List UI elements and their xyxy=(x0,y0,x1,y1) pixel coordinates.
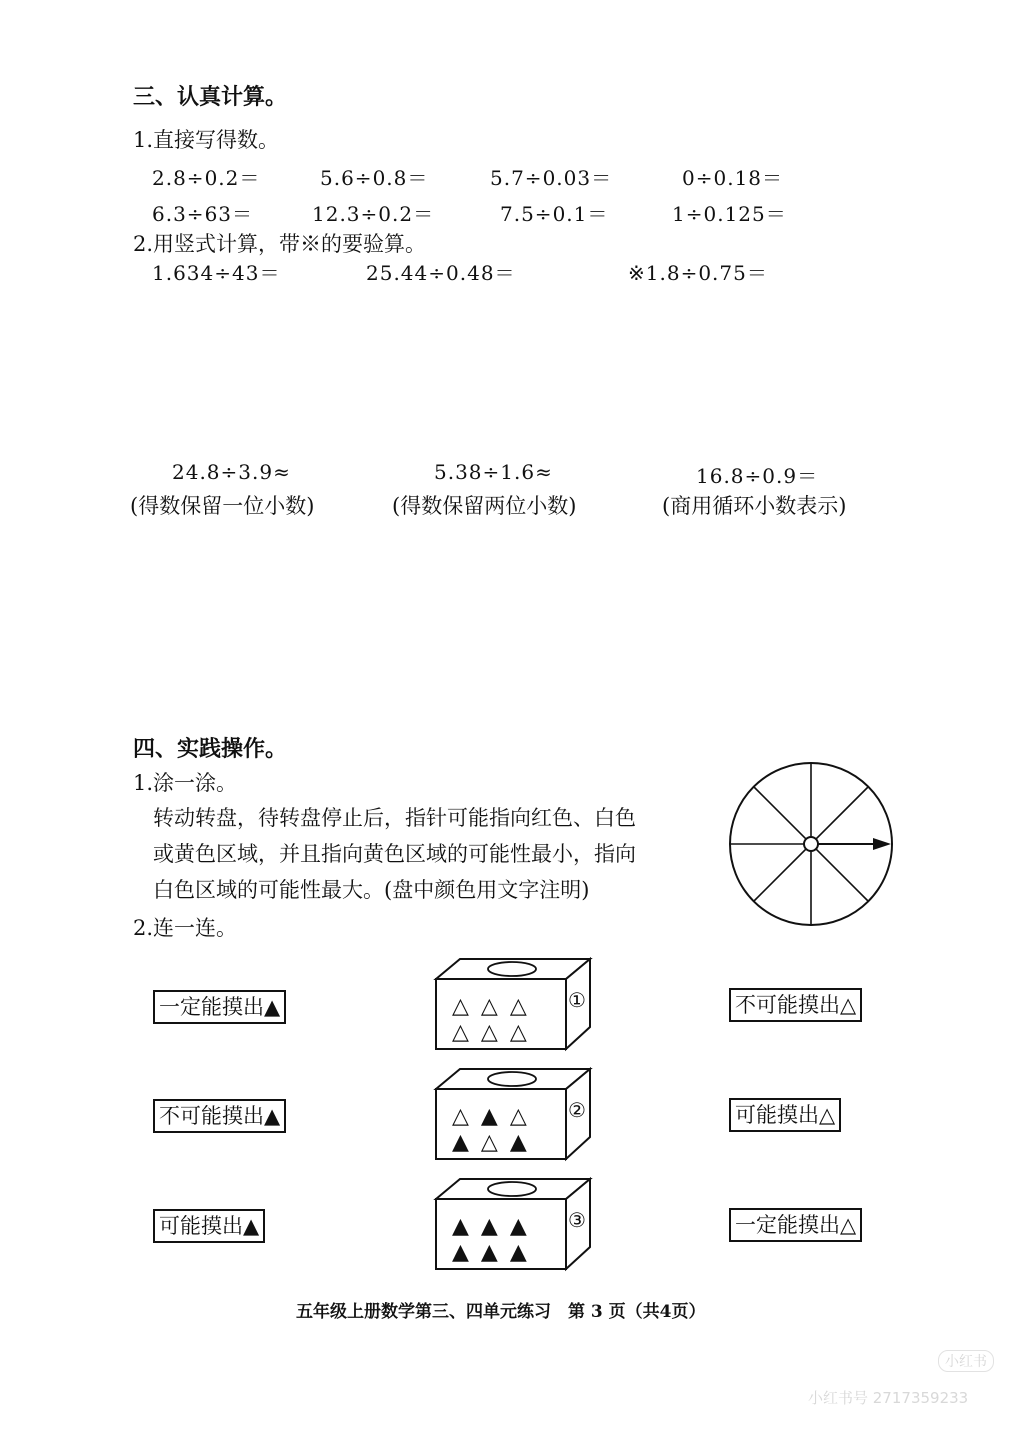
s4-q1-line1: 转动转盘，待转盘停止后，指针可能指向红色、白色 xyxy=(153,806,636,830)
q1-r2-c1: 6.3÷63＝ xyxy=(152,202,254,226)
q1-r1-c1: 2.8÷0.2＝ xyxy=(152,166,261,190)
q1-r1-c3: 5.7÷0.03＝ xyxy=(490,166,613,190)
box-2-row1 xyxy=(452,1104,539,1129)
box-1-row1 xyxy=(452,994,539,1019)
watermark-logo: 小红书 xyxy=(938,1350,994,1372)
s4-q1-line3: 白色区域的可能性最大。(盘中颜色用文字注明) xyxy=(153,878,590,902)
triangle-outline-icon: △ xyxy=(480,1130,510,1155)
triangle-filled-icon: ▲ xyxy=(452,1240,481,1265)
triangle-filled-icon: ▲ xyxy=(452,1130,481,1155)
triangle-outline-icon: △ xyxy=(452,994,481,1019)
triangle-outline-icon: △ xyxy=(509,1020,539,1045)
q2-r2-c3: 16.8÷0.9＝ xyxy=(696,464,819,488)
q2-note-1: (得数保留一位小数) xyxy=(130,494,315,518)
section4-title: 四、实践操作。 xyxy=(133,736,288,762)
triangle-filled-icon: ▲ xyxy=(509,1214,539,1239)
right-label-3: 一定能摸出△ xyxy=(729,1208,862,1242)
q2-r2-c2: 5.38÷1.6≈ xyxy=(434,460,553,484)
q2-note-2: (得数保留两位小数) xyxy=(392,494,577,518)
q1-r2-c3: 7.5÷0.1＝ xyxy=(500,202,609,226)
section3-title: 三、认真计算。 xyxy=(133,84,288,110)
triangle-outline-icon: △ xyxy=(480,994,510,1019)
s4-q2-label: 2.连一连。 xyxy=(133,916,238,940)
left-label-1: 一定能摸出▲ xyxy=(153,990,286,1024)
triangle-filled-icon: ▲ xyxy=(509,1130,539,1155)
page-footer: 五年级上册数学第三、四单元练习 第 3 页（共4页） xyxy=(296,1302,706,1322)
q1-r1-c2: 5.6÷0.8＝ xyxy=(320,166,429,190)
triangle-filled-icon: ▲ xyxy=(480,1240,510,1265)
q2-r1-c2: 25.44÷0.48＝ xyxy=(366,261,516,285)
s4-q1-label: 1.涂一涂。 xyxy=(133,771,238,795)
s4-q1-line2: 或黄色区域，并且指向黄色区域的可能性最小，指向 xyxy=(153,842,636,866)
triangle-outline-icon: △ xyxy=(452,1020,481,1045)
triangle-outline-icon: △ xyxy=(509,994,539,1019)
q1-r2-c4: 1÷0.125＝ xyxy=(672,202,787,226)
right-label-1: 不可能摸出△ xyxy=(729,988,862,1022)
right-label-2: 可能摸出△ xyxy=(729,1098,841,1132)
box-2-row2 xyxy=(452,1130,539,1155)
triangle-filled-icon: ▲ xyxy=(509,1240,539,1265)
watermark-id: 小红书号 2717359233 xyxy=(808,1389,969,1407)
box-1-number: ① xyxy=(568,988,586,1012)
triangle-filled-icon: ▲ xyxy=(480,1104,510,1129)
q1-r1-c4: 0÷0.18＝ xyxy=(682,166,784,190)
box-3-number: ③ xyxy=(568,1208,586,1232)
triangle-outline-icon: △ xyxy=(480,1020,510,1045)
box-3-row1 xyxy=(452,1214,539,1239)
box-3-row2 xyxy=(452,1240,539,1265)
box-2-number: ② xyxy=(568,1098,586,1122)
left-label-3: 可能摸出▲ xyxy=(153,1209,265,1243)
triangle-filled-icon: ▲ xyxy=(480,1214,510,1239)
pointer-arrow-icon xyxy=(873,838,891,850)
q2-note-3: (商用循环小数表示) xyxy=(662,494,847,518)
triangle-outline-icon: △ xyxy=(509,1104,539,1129)
q2-r1-c1: 1.634÷43＝ xyxy=(152,261,281,285)
q1-label: 1.直接写得数。 xyxy=(133,128,280,152)
left-label-2: 不可能摸出▲ xyxy=(153,1099,286,1133)
q2-label: 2.用竖式计算，带※的要验算。 xyxy=(133,232,427,256)
q1-r2-c2: 12.3÷0.2＝ xyxy=(312,202,435,226)
q2-r2-c1: 24.8÷3.9≈ xyxy=(172,460,291,484)
spinner-diagram xyxy=(727,759,897,929)
triangle-filled-icon: ▲ xyxy=(452,1214,481,1239)
box-1-row2 xyxy=(452,1020,539,1045)
triangle-outline-icon: △ xyxy=(452,1104,481,1129)
q2-r1-c3: ※1.8÷0.75＝ xyxy=(628,261,768,285)
